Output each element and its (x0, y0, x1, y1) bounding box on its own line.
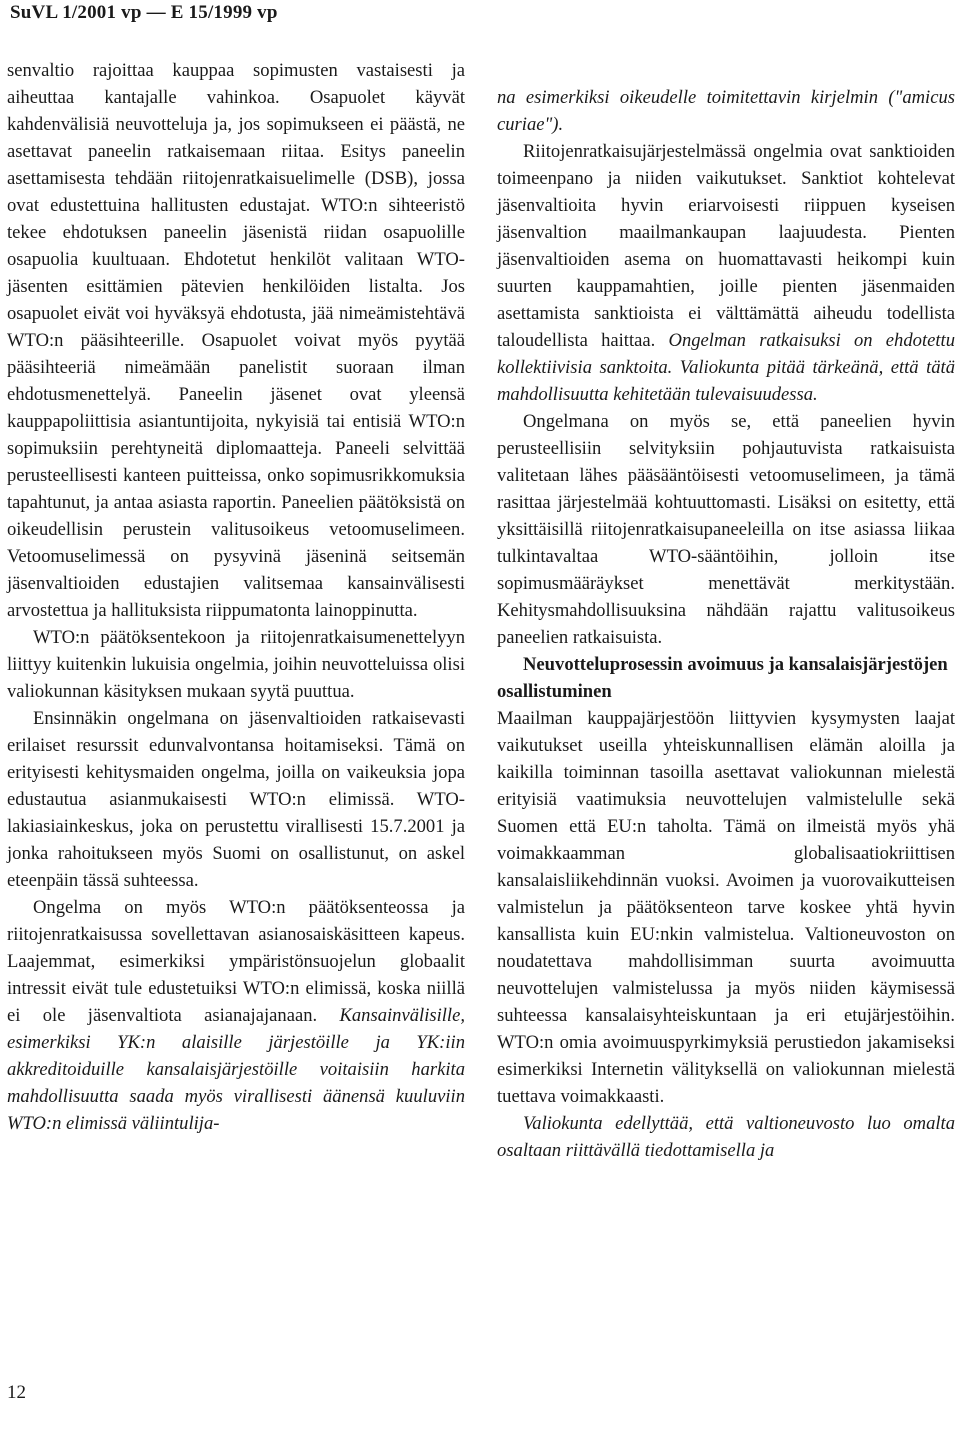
italic-proposal-text: Kansainvälisille, esimerkiksi YK:n alaisille järjestöille ja YK:iin akkreditoiduille kansalaisjärjestöille voitaisiin harkita mahdollisuutta saada myös virallisesti äänensä kuuluviin WTO:n elimissä väliintulija- (7, 1005, 465, 1134)
paragraph: Maailman kauppajärjestöön liittyvien kysymysten laajat vaikutukset useilla yhteiskunnallisen elämän aloilla ja kaikilla toiminnan tasoilla asettavat valiokunnan mielestä erityisiä vaatimuksia neuvottelujen valmistelulle sekä Suomen että EU:n taholta. Tämä on ilmeistä myös yhä voimakkaamman globalisaatiokriittisen kansalaisliikehdinnän vuoksi. Avoimen ja vuorovaikutteisen valmistelun ja päätöksenteon tarve koskee yhtä hyvin kansallista kuin EU:nkin valmistelua. Valtioneuvoston on noudatettava mahdollisimman suurta avoimuutta neuvottelujen valmistelussa ja myös niiden käymisessä suhteessa kansalaisyhteiskuntaan ja eri etujärjestöihin. WTO:n omia avoimuuspyrkimyksiä perustiedon jakamiseksi esimerkiksi Internetin välityksellä on valiokunnan mielestä tuettava voimakkaasti. (497, 708, 955, 1107)
paragraph-text: Riitojenratkaisujärjestelmässä ongelmia ovat sanktioiden toimeenpano ja niiden vaikutukset. Sanktiot kohtelevat jäsenvaltioita hyvin eriarvoisesti riippuen kyseisen jäsenvaltion maailmankaupan laajuudesta. Pienten jäsenvaltioiden asema on huomattavasti heikompi kuin suurten kauppamahtien, joille pienten jäsenmaiden asettamista sanktioista ei välttämättä aiheudu todellista taloudellista haittaa. (497, 141, 955, 351)
section-heading: Neuvotteluprosessin avoimuus ja kansalaisjärjestöjen osallistuminen (497, 654, 948, 702)
paragraph: senvaltio rajoittaa kauppaa sopimusten vastaisesti ja aiheuttaa kantajalle vahinkoa. Osapuolet käyvät kahdenvälisiä neuvotteluja ja, jos sopimukseen ei päästä, ne asettavat paneelin ratkaisemaan riitaa. Esitys paneelin asettamisesta tehdään riitojenratkaisuelimelle (DSB), jossa ovat edustettuina hallitusten edustajat. WTO:n sihteeristö tekee ehdotuksen paneelin jäsenistä riidan osapuolille osapuolia kuultuaan. Ehdotetut henkilöt valitaan WTO-jäsenten esittämien pätevien henkilöiden listalta. Jos osapuolet eivät voi hyväksyä ehdotusta, jää nimeämistehtävä WTO:n pääsihteerille. Osapuolet voivat myös pyytää pääsihteeriä nimeämään panelistit suoraan ilman ehdotusmenettelyä. Paneelin jäsenet ovat yleensä kauppapoliittisia asiantuntijoita, nykyisiä tai entisiä WTO:n sopimuksiin perehtyneitä diplomaatteja. Paneeli selvittää perusteellisesti kanteen puitteissa, onko sopimusrikkomuksia tapahtunut, ja antaa asiasta raportin. Paneelien päätöksistä on oikeudellisin perustein valitusoikeus vetoomuselimeen. Vetoomuselimessä on pysyvinä jäseninä seitsemän jäsenvaltioiden edustajien valitsemaa kansainvälisesti arvostettua ja hallituksista riippumatonta lainoppinutta. (7, 60, 465, 621)
paragraph (7, 894, 465, 1137)
paragraph-text: Ongelma on myös WTO:n päätöksenteossa ja riitojenratkaisussa sovellettavan asianosaiskäsitteen kapeus. Laajemmat, esimerkiksi ympäristönsuojelun globaalit intressit eivät tule edustetuiksi WTO:n elimissä, koska niillä ei ole jäsenvaltiota asianajajanaan. (7, 897, 465, 1026)
page-number: 12 (7, 1382, 26, 1403)
paragraph: WTO:n päätöksentekoon ja riitojenratkaisumenettelyyn liittyy kuitenkin lukuisia ongelmia, joihin neuvotteluissa olisi valiokunnan käsityksen mukaan syytä puuttua. (7, 627, 465, 702)
left-column (7, 57, 465, 1137)
paragraph (497, 138, 955, 408)
right-column (497, 84, 955, 1164)
paragraph: Ensinnäkin ongelmana on jäsenvaltioiden ratkaisevasti erilaiset resurssit edunvalvontansa hoitamiseksi. Tämä on erityisesti kehitysmaiden ongelma, joilla on vaikeuksia jopa edustautua asianmukaisesti WTO:n elimissä. WTO-lakiasiainkeskus, joka on perustettu virallisesti 15.7.2001 ja jonka rahoitukseen myös Suomi on osallistunut, on askel eteenpäin tässä suhteessa. (7, 708, 465, 891)
running-header: SuVL 1/2001 vp — E 15/1999 vp (10, 2, 278, 23)
italic-statement-text: Ongelman ratkaisuksi on ehdotettu kollektiivisia sanktoita. Valiokunta pitää tärkeänä, että tätä mahdollisuutta kehitetään tulevaisuudessa. (497, 330, 955, 405)
italic-continuation: na esimerkiksi oikeudelle toimitettavin kirjelmin ("amicus curiae"). (497, 87, 955, 135)
paragraph: Ongelmana on myös se, että paneelien hyvin perusteellisiin selvityksiin pohjautuvista ratkaisuista valitetaan lähes pääsääntöisesti vetoomuselimeen, ja tämä rasittaa järjestelmää kohtuuttomasti. Lisäksi on esitetty, että yksittäisillä riitojenratkaisupaneeleilla on itse asiassa liikaa tulkintavaltaa WTO-sääntöihin, jolloin itse sopimusmääräykset menettävät merkitystään. Kehitysmahdollisuuksina nähdään rajattu valitusoikeus paneelien ratkaisuista. (497, 411, 955, 648)
italic-paragraph: Valiokunta edellyttää, että valtioneuvosto luo omalta osaltaan riittävällä tiedottamisella ja (497, 1113, 955, 1161)
